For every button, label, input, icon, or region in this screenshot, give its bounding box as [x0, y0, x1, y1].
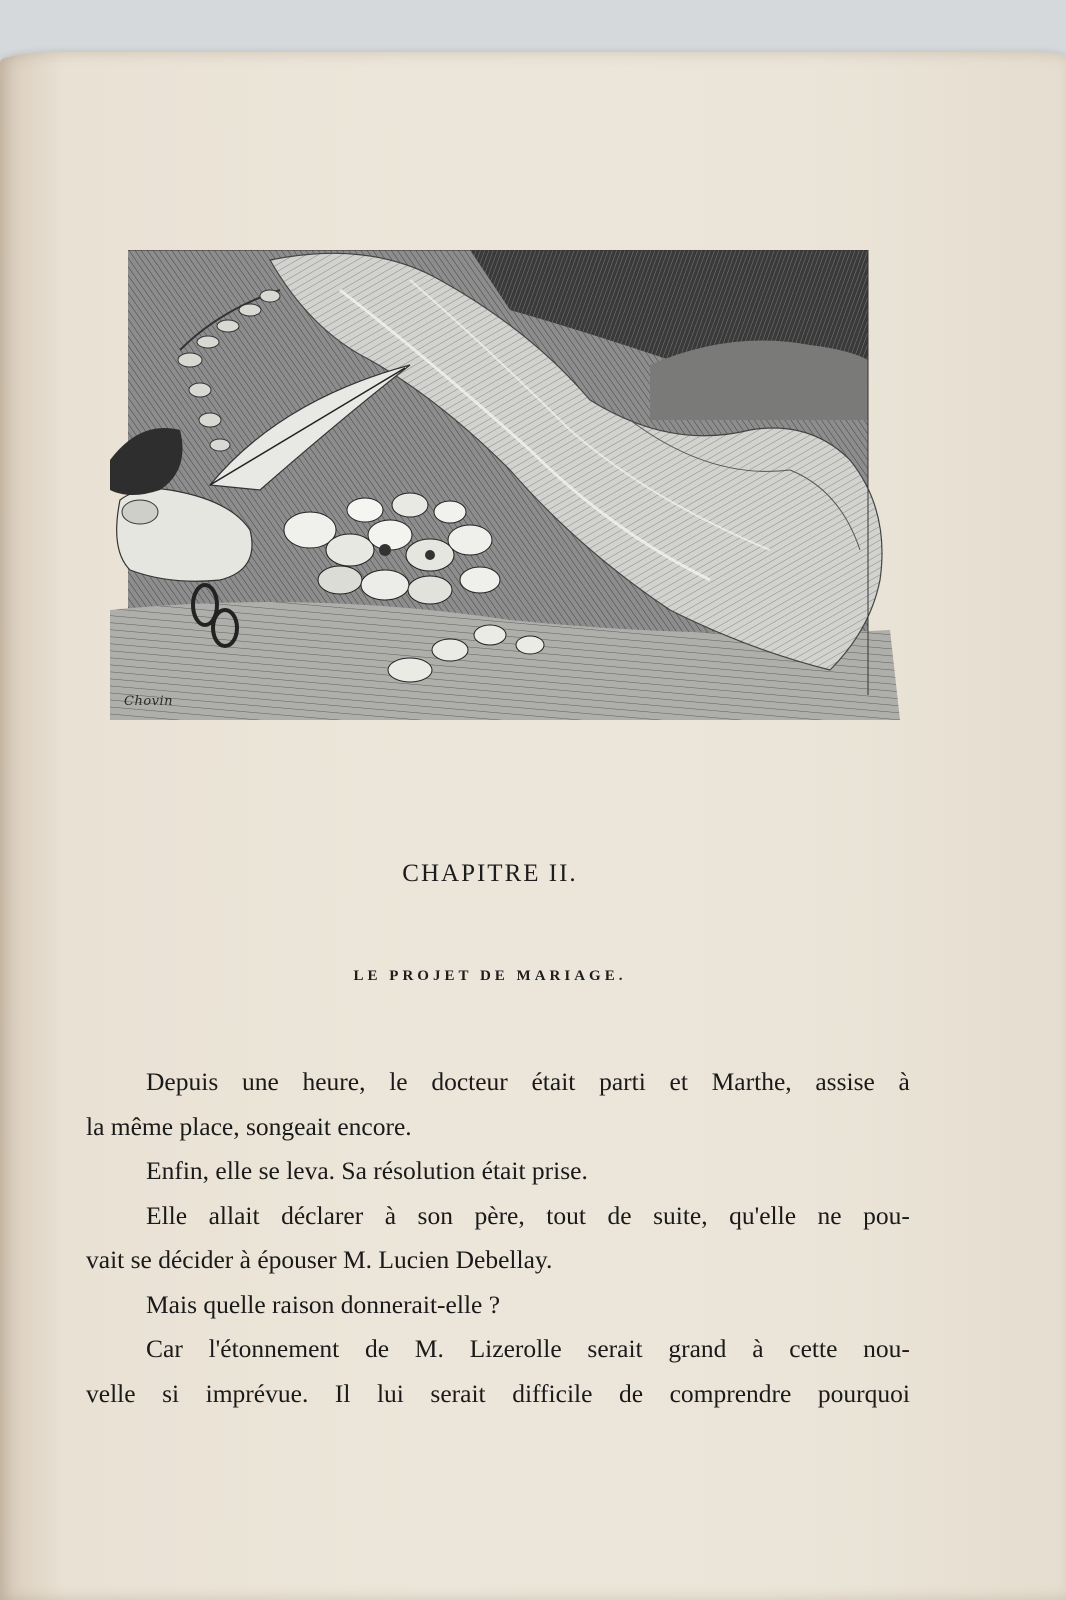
word: tout — [546, 1200, 586, 1230]
word: grand — [668, 1334, 727, 1363]
word: une — [241, 1067, 279, 1096]
word: heure, — [302, 1067, 366, 1096]
chapter-title: CHAPITRE II. — [402, 860, 578, 887]
text-line: la même place, songeait encore. — [86, 1111, 412, 1141]
word: serait — [587, 1334, 643, 1363]
word: Elle — [146, 1200, 188, 1230]
word: Marthe, — [711, 1067, 792, 1096]
engraver-signature: Chovin — [124, 694, 174, 709]
word: de — [607, 1200, 632, 1230]
word: cette — [789, 1334, 838, 1363]
text-line: Mais quelle raison donnerait-elle ? — [146, 1289, 501, 1319]
word: de — [364, 1334, 390, 1363]
word: qu'elle — [729, 1200, 797, 1230]
word: Depuis — [146, 1067, 219, 1096]
word: lui — [376, 1378, 404, 1408]
text-line: vait se décider à épouser M. Lucien Debellay. — [86, 1245, 553, 1274]
word: assise — [815, 1067, 875, 1096]
word: à — [384, 1200, 397, 1230]
word: parti — [599, 1067, 646, 1096]
word: allait — [208, 1200, 260, 1230]
word: son — [417, 1200, 453, 1230]
word: pourquoi — [817, 1378, 910, 1408]
word: serait — [430, 1378, 486, 1408]
word: si — [162, 1378, 180, 1408]
word: l'étonnement — [208, 1334, 340, 1363]
word: le — [389, 1067, 408, 1096]
word: était — [531, 1067, 576, 1096]
text-line: Enfin, elle se leva. Sa résolution était prise. — [146, 1156, 588, 1185]
word: suite, — [653, 1200, 708, 1230]
word: pou- — [863, 1200, 910, 1230]
word: Il — [334, 1378, 351, 1408]
word: de — [618, 1378, 644, 1408]
text-line — [86, 1060, 910, 1105]
word: Lizerolle — [469, 1334, 562, 1363]
word: M. — [414, 1334, 444, 1363]
word: déclarer — [281, 1200, 364, 1230]
word: Car — [146, 1334, 183, 1363]
word: ne — [817, 1200, 842, 1230]
word: velle — [86, 1378, 136, 1408]
word: comprendre — [669, 1378, 792, 1408]
word: nou- — [863, 1334, 910, 1363]
word: docteur — [431, 1067, 508, 1096]
word: père, — [474, 1200, 525, 1230]
body-text — [86, 1060, 910, 1416]
word: à — [898, 1067, 910, 1096]
word: difficile — [512, 1378, 593, 1408]
text-line — [86, 1194, 910, 1239]
word: à — [752, 1334, 764, 1363]
chapter-subtitle: LE PROJET DE MARIAGE. — [353, 968, 627, 984]
chapter-engraving — [110, 250, 900, 720]
word: et — [669, 1067, 688, 1096]
text-line — [86, 1372, 910, 1417]
word: imprévue. — [205, 1378, 309, 1408]
text-line — [86, 1327, 910, 1372]
